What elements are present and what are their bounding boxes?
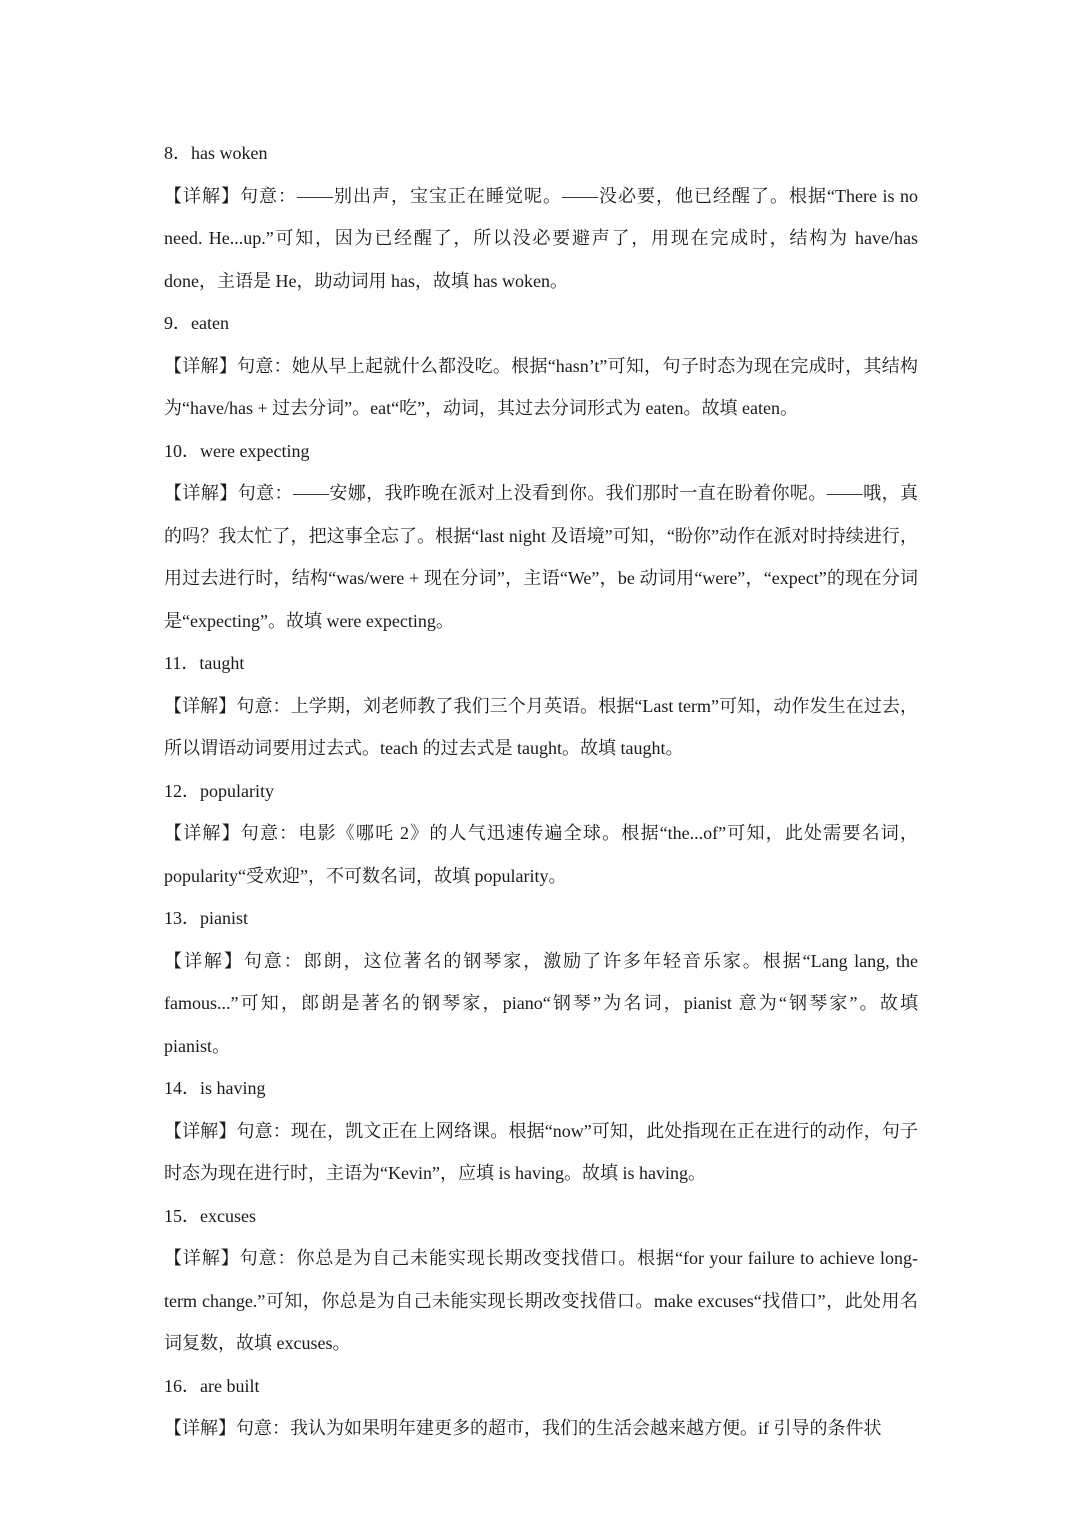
answer-line: 15．excuses <box>164 1205 256 1226</box>
detail-tag: 【详解】 <box>164 950 244 971</box>
answer-item-16 <box>164 1365 918 1450</box>
explanation-paragraph <box>164 685 918 770</box>
answer-line: 13．pianist <box>164 908 248 928</box>
answer-item-13 <box>164 897 918 1067</box>
detail-tag: 【详解】 <box>164 823 241 843</box>
detail-tag: 【详解】 <box>164 483 238 503</box>
explanation-text: 句意：——安娜，我昨晚在派对上没看到你。我们那时一直在盼着你呢。——哦，真的吗？我太忙了，把这事全忘了。根据“last night 及语境”可知，“盼你”动作在派对时持续进行，用过去进行时，结构“was/were + 现在分词”，主语“We”，be 动词用“were”，“expect”的现在分词是“expecting”。故填 were expecting。 <box>164 483 918 631</box>
answer-line: 16．are built <box>164 1375 260 1396</box>
explanation-text: 句意：——别出声，宝宝正在睡觉呢。——没必要，他已经醒了。根据“There is no need. He...up.”可知，因为已经醒了，所以没必要避声了，用现在完成时，结构为 have/has done，主语是 He，助动词用 has，故填 has woken。 <box>164 185 919 291</box>
answer-line: 12．popularity <box>164 780 274 801</box>
explanation-paragraph <box>164 1407 918 1450</box>
answer-key-page <box>164 132 918 1450</box>
answer-line: 10．were expecting <box>164 440 310 461</box>
explanation-paragraph <box>164 345 918 430</box>
answer-item-12 <box>164 770 918 898</box>
explanation-paragraph <box>164 175 918 303</box>
detail-tag: 【详解】 <box>164 1418 236 1438</box>
explanation-paragraph <box>164 1237 918 1365</box>
explanation-paragraph <box>164 1110 918 1195</box>
answer-item-8 <box>164 132 918 302</box>
explanation-text: 句意：郎朗，这位著名的钢琴家，激励了许多年轻音乐家。根据“Lang lang, the famous...”可知，郎朗是著名的钢琴家，piano“钢琴”为名词，pianist 意为“钢琴家”。故填 pianist。 <box>164 950 919 1056</box>
detail-tag: 【详解】 <box>164 1248 240 1268</box>
detail-tag: 【详解】 <box>164 695 237 716</box>
explanation-text: 句意：她从早上起就什么都没吃。根据“hasn’t”可知，句子时态为现在完成时，其结构为“have/has + 过去分词”。eat“吃”，动词，其过去分词形式为 eaten。故填 eaten。 <box>164 355 919 418</box>
answer-line: 14．is having <box>164 1078 266 1098</box>
answer-item-9 <box>164 302 918 430</box>
explanation-paragraph <box>164 472 918 642</box>
answer-line: 8．has woken <box>164 143 268 163</box>
detail-tag: 【详解】 <box>164 1120 237 1141</box>
answer-item-15 <box>164 1195 918 1365</box>
explanation-paragraph <box>164 940 918 1068</box>
explanation-text: 句意：上学期，刘老师教了我们三个月英语。根据“Last term”可知，动作发生在过去，所以谓语动词要用过去式。teach 的过去式是 taught。故填 taught。 <box>164 695 918 758</box>
answer-item-14 <box>164 1067 918 1195</box>
detail-tag: 【详解】 <box>164 355 238 376</box>
answer-line: 11．taught <box>164 653 245 673</box>
explanation-text: 句意：电影《哪吒 2》的人气迅速传遍全球。根据“the...of”可知，此处需要名词，popularity“受欢迎”，不可数名词，故填 popularity。 <box>164 823 918 886</box>
explanation-text: 句意：你总是为自己未能实现长期改变找借口。根据“for your failure to achieve long-term change.”可知，你总是为自己未能实现长期改变找借口。make excuses“找借口”，此处用名词复数，故填 excuses。 <box>164 1248 918 1353</box>
answer-item-11 <box>164 642 918 770</box>
detail-tag: 【详解】 <box>164 185 241 206</box>
answer-item-10 <box>164 430 918 643</box>
explanation-paragraph <box>164 812 918 897</box>
explanation-text: 句意：我认为如果明年建更多的超市，我们的生活会越来越方便。if 引导的条件状 <box>236 1418 882 1438</box>
answer-line: 9．eaten <box>164 313 229 333</box>
explanation-text: 句意：现在，凯文正在上网络课。根据“now”可知，此处指现在正在进行的动作，句子时态为现在进行时，主语为“Kevin”，应填 is having。故填 is having。 <box>164 1120 918 1183</box>
